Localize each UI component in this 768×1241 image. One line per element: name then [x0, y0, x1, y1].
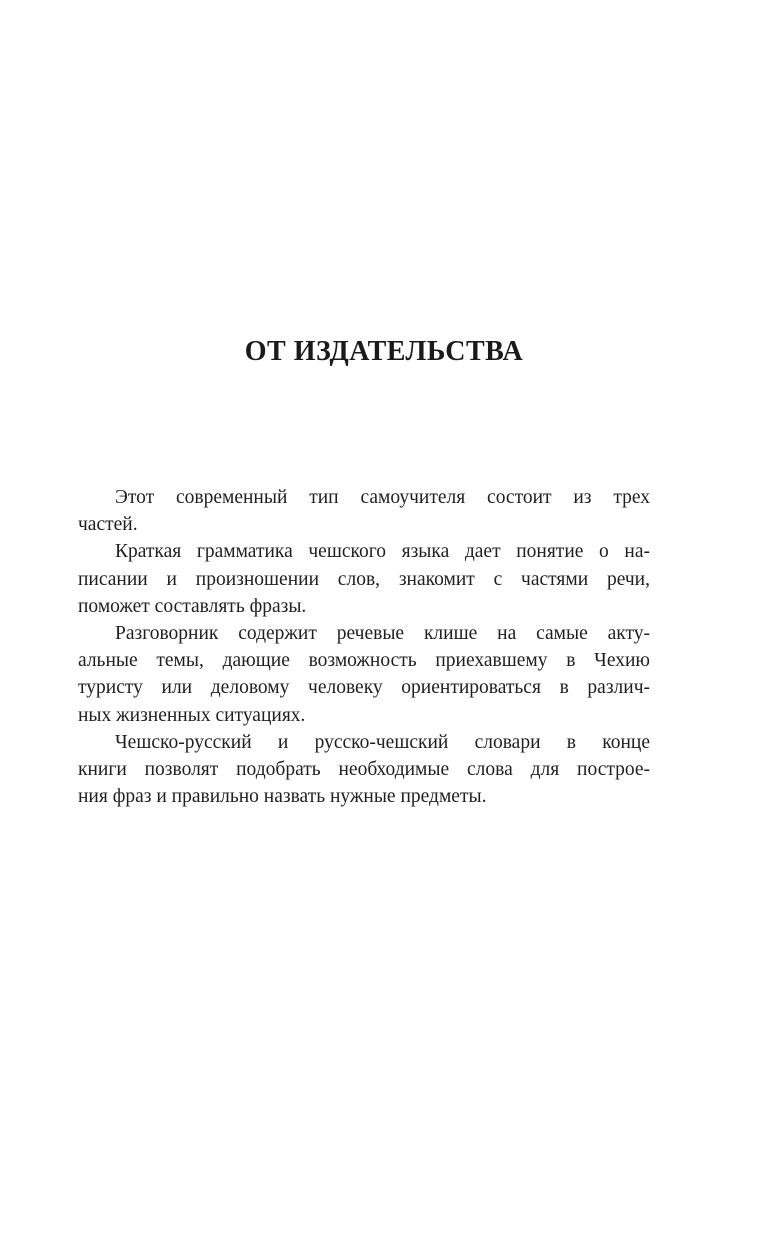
page-title: ОТ ИЗДАТЕЛЬСТВА: [244, 336, 524, 367]
paragraph-intro: [78, 484, 650, 538]
text-line: Разговорник содержит речевые клише на самые акту-: [115, 622, 650, 644]
text-line: альные темы, дающие возможность приехавшему в Чехию: [78, 650, 650, 672]
paragraph-grammar: [78, 538, 650, 620]
paragraph-dictionaries: [78, 729, 650, 811]
paragraph-phrasebook: [78, 620, 650, 729]
text-line: туристу или деловому человеку ориентироваться в различ-: [78, 677, 650, 699]
text-line: Этот современный тип самоучителя состоит из трех: [115, 487, 650, 508]
body-text: [78, 484, 650, 810]
text-line: ния фраз и правильно назвать нужные предметы.: [78, 786, 487, 808]
text-line: частей.: [78, 514, 138, 536]
text-line: книги позволят подобрать необходимые слова для построе-: [78, 758, 650, 780]
text-line: поможет составлять фразы.: [78, 595, 307, 617]
text-line: Чешско-русский и русско-чешский словари в конце: [115, 731, 650, 753]
text-line: Краткая грамматика чешского языка дает понятие о на-: [115, 541, 650, 563]
text-line: ных жизненных ситуациях.: [78, 704, 306, 726]
text-line: писании и произношении слов, знакомит с частями речи,: [78, 568, 650, 590]
